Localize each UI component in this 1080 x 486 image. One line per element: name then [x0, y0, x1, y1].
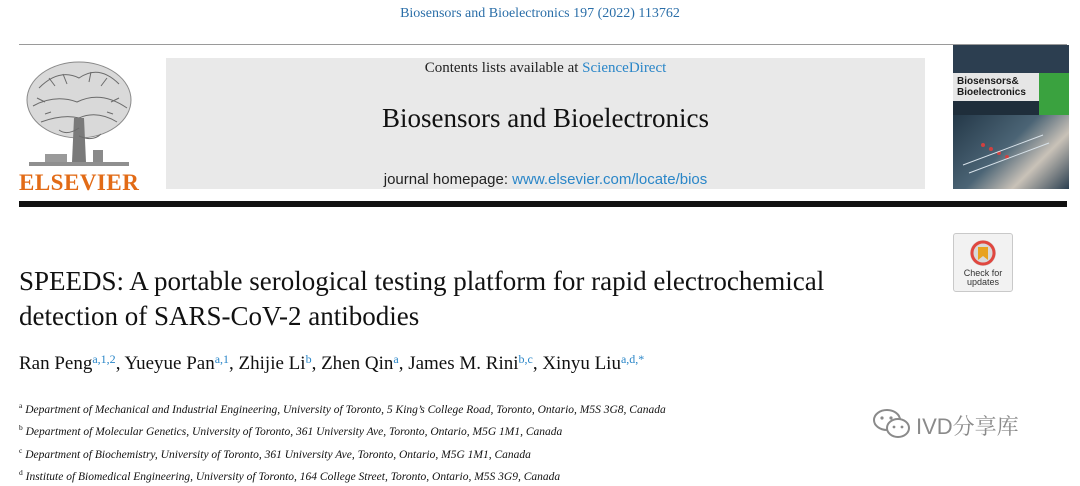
- check-for-updates-line-1: Check for: [963, 268, 1003, 278]
- article-title-line-2: detection of SARS-CoV-2 antibodies: [19, 301, 420, 331]
- author-list: [19, 353, 644, 375]
- affiliation-text: Institute of Biomedical Engineering, University of Toronto, 164 College Street, Toronto, Ontario, M5S 3G9, Canada: [25, 470, 561, 483]
- author-name[interactable]: Ran Peng: [19, 353, 93, 374]
- article-title: [19, 264, 939, 334]
- affiliation-item: [19, 397, 666, 419]
- journal-citation: Biosensors and Bioelectronics 197 (2022) 113762: [400, 6, 680, 21]
- affiliation-text: Department of Mechanical and Industrial Engineering, University of Toronto, 5 King’s College Road, Toronto, Ontario, M5S 3G8, Canada: [25, 403, 666, 416]
- watermark-text: IVD分享库: [916, 414, 1019, 439]
- journal-homepage-line: [166, 171, 925, 188]
- check-for-updates-button[interactable]: [953, 233, 1013, 292]
- sciencedirect-link[interactable]: ScienceDirect: [582, 60, 667, 76]
- author-affiliation-marks[interactable]: b,c: [518, 352, 533, 366]
- author-affiliation-marks[interactable]: a,d,*: [620, 352, 645, 366]
- check-for-updates-label: [954, 269, 1012, 287]
- header-bottom-rule: [19, 201, 1067, 207]
- homepage-link[interactable]: www.elsevier.com/locate/bios: [512, 171, 708, 188]
- affiliation-item: [19, 419, 666, 441]
- affiliation-key: b: [19, 423, 23, 433]
- contents-prefix: Contents lists available at: [424, 60, 583, 76]
- elsevier-tree-icon: [19, 58, 139, 170]
- check-for-updates-line-2: updates: [966, 277, 1000, 287]
- affiliation-item: [19, 442, 666, 464]
- journal-cover-thumbnail[interactable]: [953, 45, 1069, 189]
- author-affiliation-marks[interactable]: b: [305, 352, 312, 366]
- cover-title-line-1: Biosensors&: [957, 76, 1019, 87]
- article-title-line-1: SPEEDS: A portable serological testing platform for rapid electrochemical: [19, 266, 825, 296]
- author-separator: ,: [115, 353, 125, 374]
- elsevier-wordmark: ELSEVIER: [19, 170, 140, 195]
- cover-top-band: [953, 45, 1069, 73]
- homepage-prefix: journal homepage:: [383, 171, 513, 188]
- cover-chip-graphic: [953, 115, 1069, 189]
- wechat-icon: [872, 407, 912, 441]
- author-separator: ,: [229, 353, 239, 374]
- cover-image: [953, 115, 1069, 189]
- author-name[interactable]: Xinyu Liu: [542, 353, 621, 374]
- author-separator: ,: [532, 353, 543, 374]
- affiliation-text: Department of Biochemistry, University of Toronto, 361 University Ave, Toronto, Ontario, M5G 1M1, Canada: [25, 448, 531, 461]
- contents-availability-line: [166, 60, 925, 77]
- affiliation-key: d: [19, 467, 23, 477]
- watermark: [872, 406, 1062, 442]
- affiliation-key: a: [19, 401, 23, 410]
- check-for-updates-icon: [968, 238, 998, 268]
- author-affiliation-marks[interactable]: a,1,2: [92, 352, 116, 366]
- author-name[interactable]: Yueyue Pan: [124, 353, 215, 374]
- affiliation-key: c: [19, 445, 23, 455]
- affiliation-item: [19, 464, 666, 486]
- author-separator: ,: [311, 353, 322, 374]
- affiliation-text: Department of Molecular Genetics, University of Toronto, 361 University Ave, Toronto, Ontario, M5G 1M1, Canada: [25, 426, 563, 439]
- journal-name: Biosensors and Bioelectronics: [382, 103, 709, 133]
- author-affiliation-marks[interactable]: a: [393, 352, 399, 366]
- author-name[interactable]: James M. Rini: [408, 353, 519, 374]
- author-name[interactable]: Zhijie Li: [238, 353, 306, 374]
- affiliation-list: [19, 397, 666, 486]
- author-separator: ,: [398, 353, 409, 374]
- author-affiliation-marks[interactable]: a,1: [214, 352, 230, 366]
- cover-title-line-2: Bioelectronics: [957, 87, 1026, 98]
- author-name[interactable]: Zhen Qin: [321, 353, 394, 374]
- header-top-rule: [19, 44, 1067, 45]
